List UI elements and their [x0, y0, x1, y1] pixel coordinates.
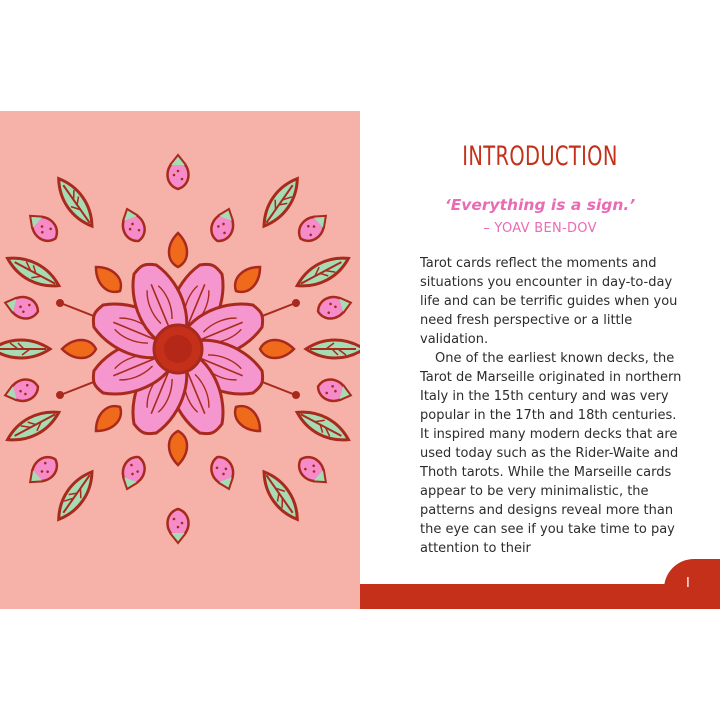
text-page	[360, 111, 720, 609]
body-text	[420, 254, 682, 558]
illustration-page	[0, 111, 360, 609]
epigraph-quote: ‘Everything is a sign.’	[444, 196, 636, 214]
paragraph: Tarot cards reflect the moments and situations you encounter in day-to-day life and can be terrific guides when you need fresh perspective or a little validation.	[420, 256, 678, 347]
page-number: I	[686, 576, 690, 591]
page-number-tab	[664, 559, 720, 609]
page-title: INTRODUCTION	[462, 141, 618, 172]
floral-mandala-icon	[0, 111, 360, 609]
epigraph-attribution: – YOAV BEN-DOV	[483, 221, 597, 236]
book-spread	[0, 111, 720, 609]
paragraph: One of the earliest known decks, the Tarot de Marseille originated in northern Italy in the 15th century and was very popular in the 17th and 18th centuries. It inspired many modern decks that are used today such as the Rider-Waite and Thoth tarots. While the Marseille cards appear to be very minimalistic, the patterns and designs reveal more than the eye can see if you take time to pay attention to their	[420, 351, 682, 556]
